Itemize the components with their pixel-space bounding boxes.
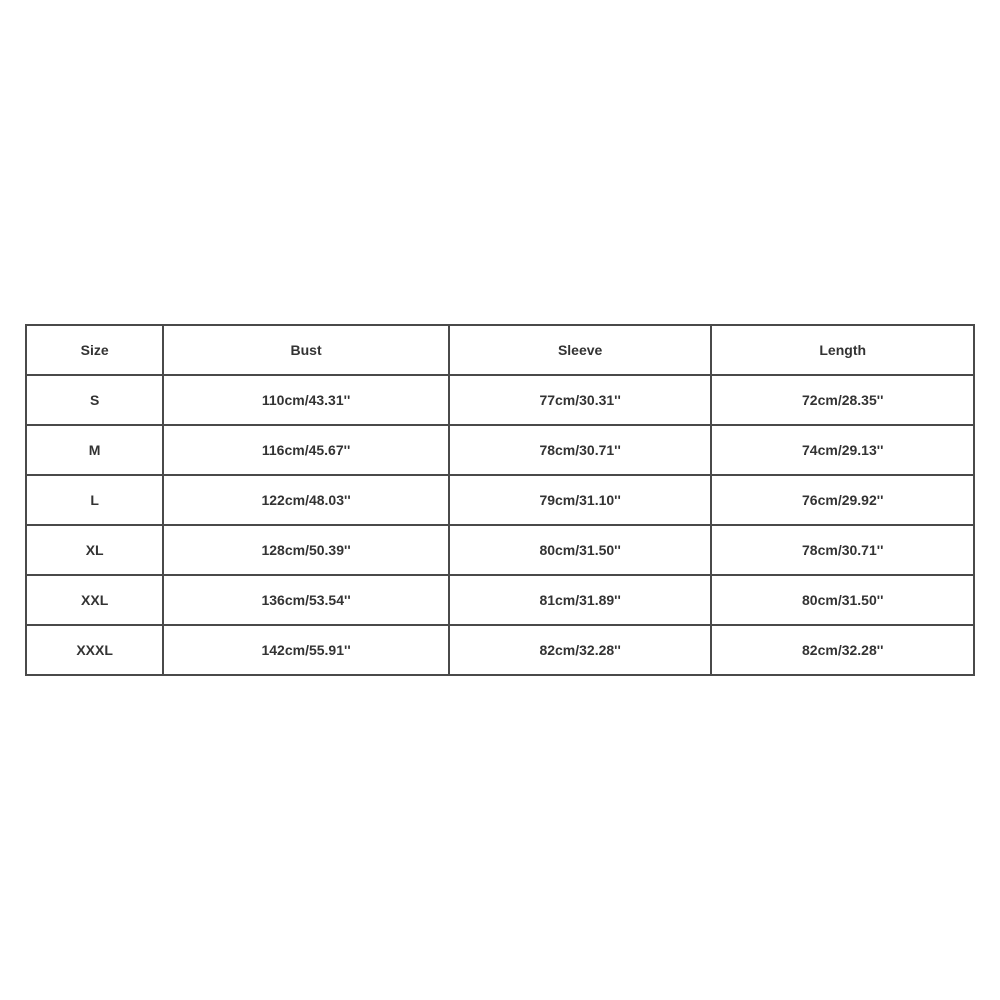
header-length: Length — [711, 325, 974, 375]
table-row — [26, 525, 974, 575]
sleeve-cell: 77cm/30.31'' — [449, 375, 712, 425]
length-cell: 72cm/28.35'' — [711, 375, 974, 425]
bust-cell: 116cm/45.67'' — [163, 425, 449, 475]
size-cell: XXXL — [26, 625, 163, 675]
bust-cell: 122cm/48.03'' — [163, 475, 449, 525]
table-row — [26, 375, 974, 425]
sleeve-cell: 79cm/31.10'' — [449, 475, 712, 525]
size-cell: S — [26, 375, 163, 425]
header-bust: Bust — [163, 325, 449, 375]
size-cell: XL — [26, 525, 163, 575]
length-cell: 80cm/31.50'' — [711, 575, 974, 625]
table-row — [26, 475, 974, 525]
bust-cell: 128cm/50.39'' — [163, 525, 449, 575]
size-cell: XXL — [26, 575, 163, 625]
length-cell: 74cm/29.13'' — [711, 425, 974, 475]
size-cell: M — [26, 425, 163, 475]
table-row — [26, 575, 974, 625]
table-header-row — [26, 325, 974, 375]
length-cell: 76cm/29.92'' — [711, 475, 974, 525]
bust-cell: 136cm/53.54'' — [163, 575, 449, 625]
header-size: Size — [26, 325, 163, 375]
sleeve-cell: 78cm/30.71'' — [449, 425, 712, 475]
length-cell: 78cm/30.71'' — [711, 525, 974, 575]
table-row — [26, 425, 974, 475]
sleeve-cell: 82cm/32.28'' — [449, 625, 712, 675]
bust-cell: 142cm/55.91'' — [163, 625, 449, 675]
sleeve-cell: 80cm/31.50'' — [449, 525, 712, 575]
length-cell: 82cm/32.28'' — [711, 625, 974, 675]
header-sleeve: Sleeve — [449, 325, 712, 375]
sleeve-cell: 81cm/31.89'' — [449, 575, 712, 625]
size-chart-table — [25, 324, 975, 676]
size-cell: L — [26, 475, 163, 525]
bust-cell: 110cm/43.31'' — [163, 375, 449, 425]
table-row — [26, 625, 974, 675]
